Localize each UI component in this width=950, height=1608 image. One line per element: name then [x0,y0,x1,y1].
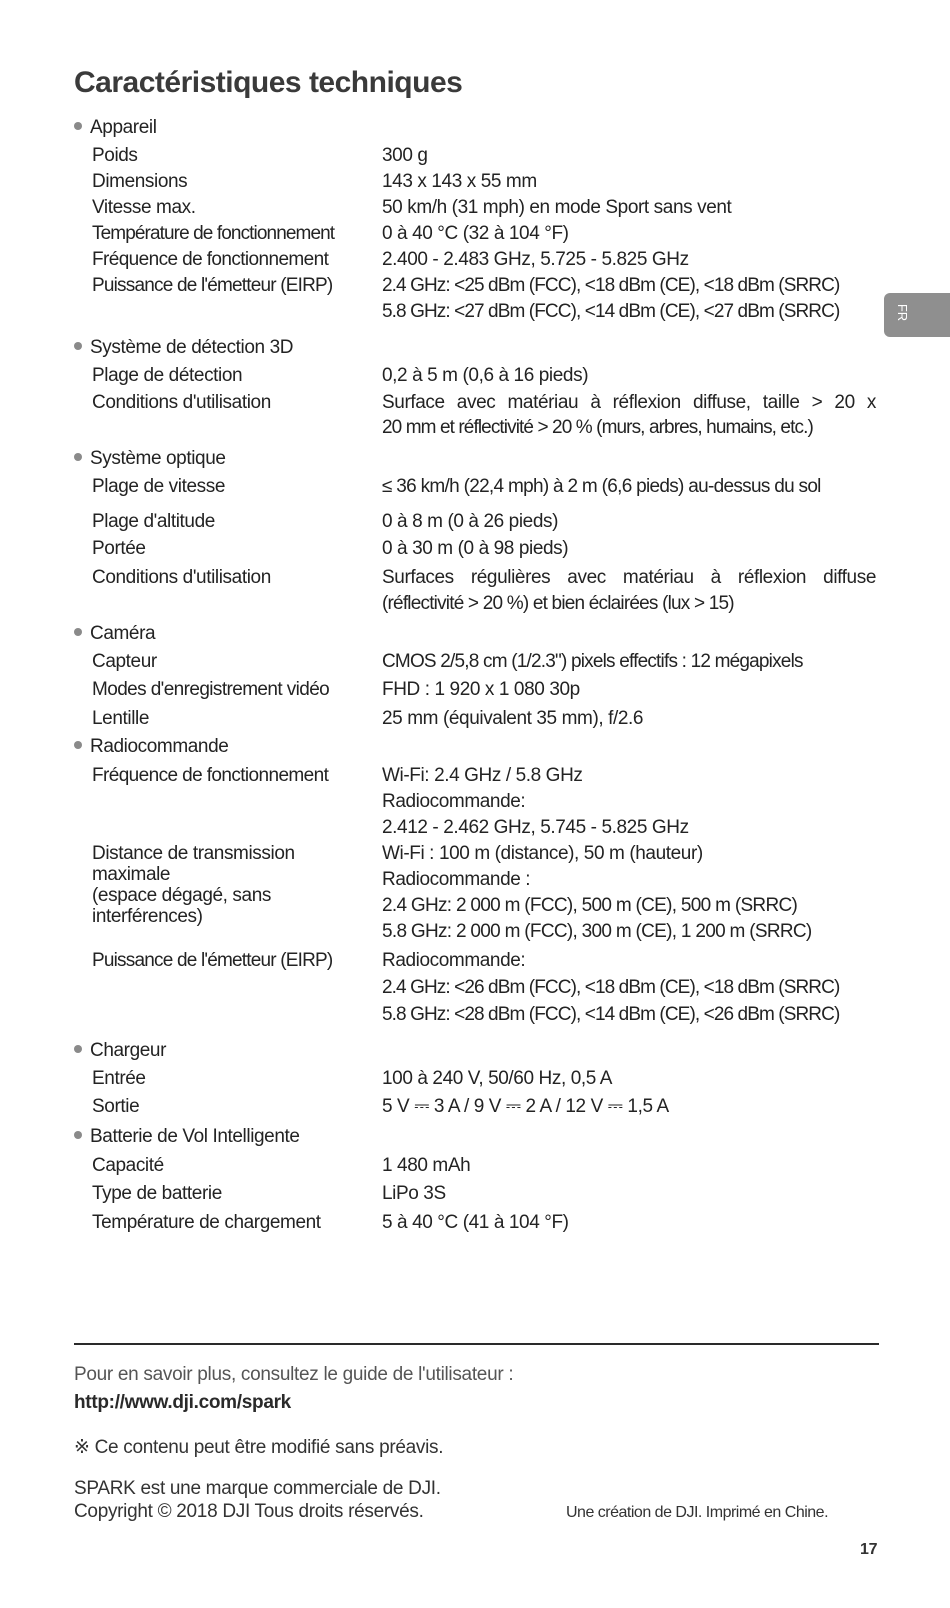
spec-value: 2.4 GHz: <26 dBm (FCC), <18 dBm (CE), <18 dBm (SRRC) [382,977,840,998]
spec-value: 50 km/h (31 mph) en mode Sport sans vent [382,197,732,218]
section-heading: Appareil [74,117,157,139]
spec-value: 1 480 mAh [382,1155,471,1176]
spec-value: 5 à 40 °C (41 à 104 °F) [382,1212,569,1233]
spec-value: 0 à 8 m (0 à 26 pieds) [382,511,559,532]
spec-value: 2.412 - 2.462 GHz, 5.745 - 5.825 GHz [382,817,689,838]
spec-label: Poids [92,145,138,166]
spec-label: Capteur [92,651,157,672]
section-heading: Batterie de Vol Intelligente [74,1126,300,1148]
spec-label: Plage d'altitude [92,511,215,532]
spec-label: Vitesse max. [92,197,196,218]
spec-value: 2.4 GHz: 2 000 m (FCC), 500 m (CE), 500 m (SRRC) [382,895,798,916]
section-heading: Radiocommande [74,736,228,758]
bullet-icon [74,342,82,350]
bullet-icon [74,628,82,636]
spec-value: FHD : 1 920 x 1 080 30p [382,679,580,700]
bullet-icon [74,1045,82,1053]
bullet-icon [74,453,82,461]
section-heading: Chargeur [74,1040,166,1062]
spec-value: (réflectivité > 20 %) et bien éclairées (lux > 15) [382,593,734,614]
language-tab-label: FR [895,303,911,322]
spec-value: Surfaces régulières avec matériau à réflexion diffuse [382,567,876,588]
bullet-icon [74,741,82,749]
spec-label: Portée [92,538,146,559]
spec-label: Fréquence de fonctionnement [92,249,329,270]
section-heading: Système de détection 3D [74,337,293,359]
spec-label: (espace dégagé, sans [92,885,271,906]
spec-value: 0 à 30 m (0 à 98 pieds) [382,538,569,559]
footer-divider [74,1343,879,1345]
spec-value: 100 à 240 V, 50/60 Hz, 0,5 A [382,1068,613,1089]
spec-value: 2.400 - 2.483 GHz, 5.725 - 5.825 GHz [382,249,689,270]
spec-value: 5.8 GHz: 2 000 m (FCC), 300 m (CE), 1 200 m (SRRC) [382,921,812,942]
spec-label: Plage de détection [92,365,243,386]
spec-value: Radiocommande : [382,869,531,890]
spec-label: Sortie [92,1096,140,1117]
spec-value: 20 mm et réflectivité > 20 % (murs, arbres, humains, etc.) [382,417,813,438]
spec-value: LiPo 3S [382,1183,446,1204]
spec-label: Capacité [92,1155,164,1176]
spec-label: Lentille [92,708,150,729]
spec-value: Radiocommande: [382,950,526,971]
spec-label: interférences) [92,906,203,927]
spec-label: Conditions d'utilisation [92,567,271,588]
notice-text: ※ Ce contenu peut être modifié sans préavis. [74,1437,444,1458]
spec-value: Wi-Fi: 2.4 GHz / 5.8 GHz [382,765,583,786]
more-info-text: Pour en savoir plus, consultez le guide de l'utilisateur : [74,1364,514,1385]
spec-label: Fréquence de fonctionnement [92,765,329,786]
spec-label: Plage de vitesse [92,476,226,497]
spec-value: ≤ 36 km/h (22,4 mph) à 2 m (6,6 pieds) au-dessus du sol [382,476,821,497]
spec-value: 2.4 GHz: <25 dBm (FCC), <18 dBm (CE), <18 dBm (SRRC) [382,275,840,296]
spec-label: Dimensions [92,171,188,192]
spec-value: 300 g [382,145,428,166]
spec-value: 143 x 143 x 55 mm [382,171,537,192]
spec-value: 5.8 GHz: <27 dBm (FCC), <14 dBm (CE), <27 dBm (SRRC) [382,301,840,322]
spec-label: Entrée [92,1068,146,1089]
spec-value: 0 à 40 °C (32 à 104 °F) [382,223,569,244]
spec-label: maximale [92,864,171,885]
bullet-icon [74,1131,82,1139]
copyright-text: Copyright © 2018 DJI Tous droits réservés. [74,1501,424,1522]
spec-value: Wi-Fi : 100 m (distance), 50 m (hauteur) [382,843,703,864]
spec-value: CMOS 2/5,8 cm (1/2.3") pixels effectifs : 12 mégapixels [382,651,803,672]
spec-label: Puissance de l'émetteur (EIRP) [92,950,333,971]
spec-label: Type de batterie [92,1183,222,1204]
page-title: Caractéristiques techniques [74,66,463,99]
user-guide-link[interactable]: http://www.dji.com/spark [74,1392,291,1413]
print-credit: Une création de DJI. Imprimé en Chine. [566,1504,829,1521]
trademark-text: SPARK est une marque commerciale de DJI. [74,1478,441,1499]
spec-label: Température de chargement [92,1212,321,1233]
spec-value: Surface avec matériau à réflexion diffuse, taille > 20 x [382,392,876,413]
section-heading: Caméra [74,623,155,645]
spec-label: Conditions d'utilisation [92,392,271,413]
spec-value: 5 V ⎓ 3 A / 9 V ⎓ 2 A / 12 V ⎓ 1,5 A [382,1096,669,1117]
spec-label: Modes d'enregistrement vidéo [92,679,330,700]
spec-value: Radiocommande: [382,791,526,812]
spec-label: Distance de transmission [92,843,295,864]
bullet-icon [74,122,82,130]
spec-label: Puissance de l'émetteur (EIRP) [92,275,333,296]
language-tab [884,293,950,337]
spec-value: 25 mm (équivalent 35 mm), f/2.6 [382,708,644,729]
section-heading: Système optique [74,448,226,470]
spec-label: Température de fonctionnement [92,223,335,244]
spec-value: 5.8 GHz: <28 dBm (FCC), <14 dBm (CE), <26 dBm (SRRC) [382,1004,840,1025]
page-number: 17 [860,1541,878,1558]
spec-value: 0,2 à 5 m (0,6 à 16 pieds) [382,365,589,386]
